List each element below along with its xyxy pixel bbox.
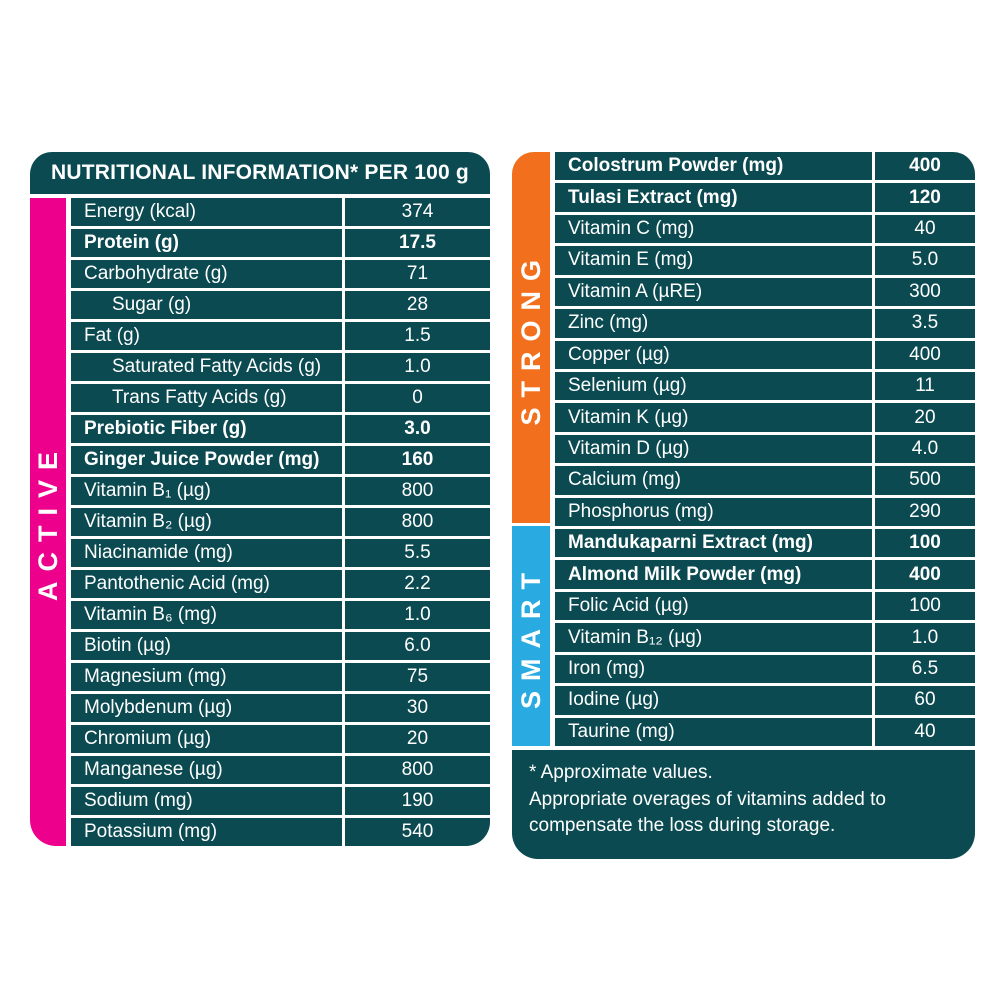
row-label: Folic Acid (µg) [555,592,872,620]
table-row [555,341,975,369]
row-label: Vitamin A (µRE) [555,278,872,306]
row-value: 20 [875,403,975,431]
table-row [555,246,975,274]
table-row [555,183,975,211]
table-row [71,477,490,505]
row-label: Almond Milk Powder (mg) [555,560,872,588]
footnote-line: Appropriate overages of vitamins added to [529,788,886,810]
row-label: Magnesium (mg) [71,663,342,691]
smart-sidebar [512,526,550,746]
row-label: Ginger Juice Powder (mg) [71,446,342,474]
row-label: Energy (kcal) [71,198,342,226]
row-value: 20 [345,725,490,753]
row-value: 0 [345,384,490,412]
panel-title: NUTRITIONAL INFORMATION* PER 100 g [30,152,490,194]
table-row [71,322,490,350]
row-value: 5.5 [345,539,490,567]
row-value: 40 [875,215,975,243]
table-row [71,229,490,257]
row-label: Iodine (µg) [555,686,872,714]
table-row [71,601,490,629]
row-value: 100 [875,529,975,557]
row-value: 71 [345,260,490,288]
row-label: Biotin (µg) [71,632,342,660]
active-side-label: ACTIVE [32,442,63,602]
row-label: Iron (mg) [555,655,872,683]
footnote-line: compensate the loss during storage. [529,815,836,837]
row-label: Vitamin B₁ (µg) [71,477,342,505]
row-value: 1.0 [345,353,490,381]
left-table [71,198,490,846]
table-row [71,632,490,660]
row-value: 1.5 [345,322,490,350]
row-value: 3.5 [875,309,975,337]
row-label: Vitamin C (mg) [555,215,872,243]
row-value: 6.5 [875,655,975,683]
row-value: 17.5 [345,229,490,257]
row-label: Fat (g) [71,322,342,350]
right-sidebar-column [512,152,550,746]
footnote [512,750,975,859]
row-value: 160 [345,446,490,474]
row-label: Vitamin B₁₂ (µg) [555,623,872,651]
row-label: Tulasi Extract (mg) [555,183,872,211]
table-row [555,215,975,243]
row-label: Niacinamide (mg) [71,539,342,567]
row-value: 1.0 [345,601,490,629]
row-label: Mandukaparni Extract (mg) [555,529,872,557]
row-value: 374 [345,198,490,226]
table-row [555,498,975,526]
row-label: Prebiotic Fiber (g) [71,415,342,443]
table-row [555,529,975,557]
row-value: 2.2 [345,570,490,598]
row-label: Potassium (mg) [71,818,342,846]
row-value: 540 [345,818,490,846]
row-label: Vitamin D (µg) [555,435,872,463]
table-row [555,592,975,620]
table-row [555,278,975,306]
row-value: 400 [875,152,975,180]
table-row [71,198,490,226]
row-label: Sugar (g) [71,291,342,319]
row-value: 6.0 [345,632,490,660]
row-label: Vitamin K (µg) [555,403,872,431]
footnote-line: * Approximate values. [529,762,713,783]
table-row [71,570,490,598]
table-row [71,508,490,536]
row-label: Vitamin B₂ (µg) [71,508,342,536]
row-value: 120 [875,183,975,211]
row-value: 290 [875,498,975,526]
row-value: 800 [345,756,490,784]
nutrition-panel-strong-smart [512,152,975,859]
row-value: 100 [875,592,975,620]
right-table [555,152,975,746]
table-row [71,787,490,815]
table-row [71,353,490,381]
row-value: 11 [875,372,975,400]
row-value: 5.0 [875,246,975,274]
right-table-body [512,152,975,746]
row-value: 75 [345,663,490,691]
row-label: Protein (g) [71,229,342,257]
row-value: 190 [345,787,490,815]
row-label: Pantothenic Acid (mg) [71,570,342,598]
table-row [555,152,975,180]
table-row [71,818,490,846]
row-value: 300 [875,278,975,306]
row-value: 30 [345,694,490,722]
row-label: Calcium (mg) [555,466,872,494]
strong-sidebar [512,152,550,523]
table-row [71,663,490,691]
table-row [71,725,490,753]
table-row [555,655,975,683]
row-label: Saturated Fatty Acids (g) [71,353,342,381]
table-row [71,694,490,722]
table-row [555,435,975,463]
table-row [71,446,490,474]
row-value: 4.0 [875,435,975,463]
row-value: 28 [345,291,490,319]
row-label: Manganese (µg) [71,756,342,784]
smart-side-label: SMART [515,563,546,709]
table-row [71,291,490,319]
table-row [555,403,975,431]
table-row [555,466,975,494]
row-label: Phosphorus (mg) [555,498,872,526]
row-value: 800 [345,477,490,505]
row-value: 400 [875,341,975,369]
table-row [555,686,975,714]
row-label: Selenium (µg) [555,372,872,400]
row-label: Taurine (mg) [555,718,872,746]
row-value: 60 [875,686,975,714]
row-label: Sodium (mg) [71,787,342,815]
row-value: 1.0 [875,623,975,651]
table-row [555,309,975,337]
table-row [71,756,490,784]
row-value: 800 [345,508,490,536]
row-value: 40 [875,718,975,746]
row-value: 3.0 [345,415,490,443]
table-row [71,384,490,412]
row-label: Carbohydrate (g) [71,260,342,288]
row-label: Chromium (µg) [71,725,342,753]
table-row [555,718,975,746]
row-label: Copper (µg) [555,341,872,369]
table-row [555,560,975,588]
table-row [555,372,975,400]
table-row [71,415,490,443]
active-table-body [30,198,490,846]
table-row [555,623,975,651]
strong-side-label: STRONG [515,249,546,426]
table-row [71,260,490,288]
row-value: 400 [875,560,975,588]
nutrition-panel-active [30,152,490,846]
table-row [71,539,490,567]
row-label: Vitamin E (mg) [555,246,872,274]
row-value: 500 [875,466,975,494]
row-label: Zinc (mg) [555,309,872,337]
row-label: Colostrum Powder (mg) [555,152,872,180]
active-sidebar [30,198,66,846]
row-label: Molybdenum (µg) [71,694,342,722]
row-label: Trans Fatty Acids (g) [71,384,342,412]
row-label: Vitamin B₆ (mg) [71,601,342,629]
